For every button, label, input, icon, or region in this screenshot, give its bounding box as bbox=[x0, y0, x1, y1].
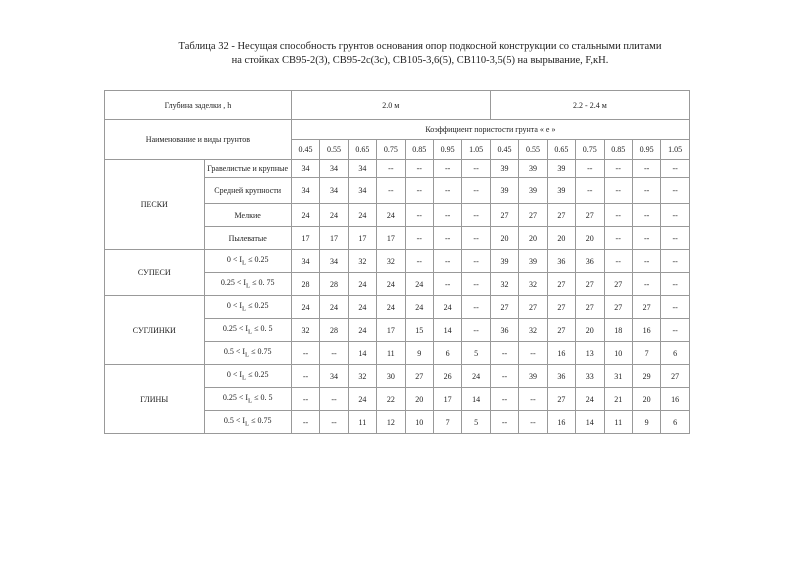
cell-value: 30 bbox=[377, 365, 405, 388]
coef-value: 0.65 bbox=[547, 140, 575, 160]
cell-value: -- bbox=[462, 296, 490, 319]
cell-value: 24 bbox=[320, 204, 348, 227]
coef-value: 0.45 bbox=[490, 140, 518, 160]
cell-value: 13 bbox=[576, 342, 604, 365]
cell-value: 6 bbox=[661, 411, 690, 434]
cell-value: 24 bbox=[291, 204, 319, 227]
soil-group-name: СУГЛИНКИ bbox=[105, 296, 205, 365]
cell-value: -- bbox=[490, 365, 518, 388]
cell-value: 36 bbox=[547, 250, 575, 273]
coef-value: 0.85 bbox=[405, 140, 433, 160]
cell-value: -- bbox=[405, 227, 433, 250]
coef-value: 1.05 bbox=[661, 140, 690, 160]
cell-value: 6 bbox=[661, 342, 690, 365]
depth-1: 2.0 м bbox=[291, 91, 490, 120]
cell-value: 6 bbox=[433, 342, 461, 365]
cell-value: 20 bbox=[576, 227, 604, 250]
table-row bbox=[105, 365, 690, 388]
cell-value: 24 bbox=[348, 388, 376, 411]
cell-value: 9 bbox=[405, 342, 433, 365]
cell-value: 17 bbox=[433, 388, 461, 411]
cell-value: 24 bbox=[405, 296, 433, 319]
cell-value: 39 bbox=[519, 365, 547, 388]
cell-value: 39 bbox=[490, 160, 518, 178]
cell-value: 24 bbox=[462, 365, 490, 388]
cell-value: 14 bbox=[433, 319, 461, 342]
cell-value: -- bbox=[320, 411, 348, 434]
cell-value: -- bbox=[405, 250, 433, 273]
cell-value: 27 bbox=[604, 273, 632, 296]
cell-value: 11 bbox=[604, 411, 632, 434]
cell-value: 24 bbox=[405, 273, 433, 296]
cell-value: 27 bbox=[576, 273, 604, 296]
coef-value: 0.75 bbox=[377, 140, 405, 160]
cell-value: 10 bbox=[604, 342, 632, 365]
cell-value: -- bbox=[632, 160, 660, 178]
cell-value: -- bbox=[632, 227, 660, 250]
cell-value: 39 bbox=[490, 178, 518, 204]
cell-value: 27 bbox=[547, 296, 575, 319]
cell-value: 20 bbox=[490, 227, 518, 250]
cell-value: -- bbox=[519, 342, 547, 365]
cell-value: 14 bbox=[348, 342, 376, 365]
soil-subtype: $0.25 < I_L \le 0$. 5 bbox=[204, 319, 291, 342]
cell-value: 34 bbox=[348, 178, 376, 204]
coef-value: 0.55 bbox=[519, 140, 547, 160]
cell-value: 10 bbox=[405, 411, 433, 434]
cell-value: 5 bbox=[462, 342, 490, 365]
cell-value: 27 bbox=[661, 365, 690, 388]
cell-value: 14 bbox=[462, 388, 490, 411]
cell-value: 39 bbox=[490, 250, 518, 273]
depth-label: Глубина заделки , h bbox=[105, 91, 292, 120]
cell-value: 34 bbox=[291, 160, 319, 178]
soil-subtype: Средней крупности bbox=[204, 178, 291, 204]
cell-value: 28 bbox=[320, 273, 348, 296]
cell-value: 24 bbox=[348, 296, 376, 319]
cell-value: 27 bbox=[547, 204, 575, 227]
cell-value: 28 bbox=[320, 319, 348, 342]
soil-subtype: Мелкие bbox=[204, 204, 291, 227]
cell-value: -- bbox=[462, 160, 490, 178]
caption-line-2: на стойках СВ95-2(3), СВ95-2с(3с), СВ105-3,6(5), СВ110-3,5(5) на вырывание, F,кН. bbox=[231, 55, 609, 66]
cell-value: 17 bbox=[291, 227, 319, 250]
cell-value: 39 bbox=[519, 178, 547, 204]
cell-value: 17 bbox=[377, 227, 405, 250]
bearing-capacity-table bbox=[104, 90, 690, 434]
cell-value: 15 bbox=[405, 319, 433, 342]
soil-subtype: Гравелистые и крупные bbox=[204, 160, 291, 178]
cell-value: 7 bbox=[433, 411, 461, 434]
cell-value: 29 bbox=[632, 365, 660, 388]
cell-value: -- bbox=[377, 178, 405, 204]
cell-value: 16 bbox=[547, 342, 575, 365]
cell-value: 16 bbox=[661, 388, 690, 411]
cell-value: 5 bbox=[462, 411, 490, 434]
cell-value: -- bbox=[490, 411, 518, 434]
cell-value: -- bbox=[291, 411, 319, 434]
cell-value: -- bbox=[405, 178, 433, 204]
cell-value: -- bbox=[661, 250, 690, 273]
cell-value: -- bbox=[604, 250, 632, 273]
cell-value: -- bbox=[632, 273, 660, 296]
cell-value: -- bbox=[576, 160, 604, 178]
coef-value: 0.45 bbox=[291, 140, 319, 160]
cell-value: 34 bbox=[348, 160, 376, 178]
soil-subtype: $0 < I_L \le 0.25$ bbox=[204, 250, 291, 273]
soil-subtype: $0.25 < I_L \le 0$. 75 bbox=[204, 273, 291, 296]
cell-value: 26 bbox=[433, 365, 461, 388]
cell-value: -- bbox=[462, 273, 490, 296]
cell-value: 24 bbox=[433, 296, 461, 319]
cell-value: 20 bbox=[547, 227, 575, 250]
cell-value: 32 bbox=[490, 273, 518, 296]
cell-value: 39 bbox=[519, 250, 547, 273]
cell-value: -- bbox=[320, 342, 348, 365]
cell-value: 12 bbox=[377, 411, 405, 434]
soil-subtype: $0.5 < I_L \le 0.75$ bbox=[204, 411, 291, 434]
cell-value: -- bbox=[661, 178, 690, 204]
cell-value: -- bbox=[320, 388, 348, 411]
cell-value: 27 bbox=[547, 319, 575, 342]
cell-value: 28 bbox=[291, 273, 319, 296]
cell-value: 32 bbox=[348, 250, 376, 273]
cell-value: 24 bbox=[320, 296, 348, 319]
cell-value: 27 bbox=[576, 296, 604, 319]
cell-value: 20 bbox=[519, 227, 547, 250]
cell-value: 16 bbox=[632, 319, 660, 342]
cell-value: 34 bbox=[320, 178, 348, 204]
cell-value: 16 bbox=[547, 411, 575, 434]
soil-group-name: СУПЕСИ bbox=[105, 250, 205, 296]
coef-value: 0.55 bbox=[320, 140, 348, 160]
cell-value: 36 bbox=[547, 365, 575, 388]
table-caption bbox=[140, 40, 700, 68]
cell-value: -- bbox=[462, 178, 490, 204]
cell-value: 39 bbox=[547, 160, 575, 178]
cell-value: -- bbox=[519, 388, 547, 411]
cell-value: -- bbox=[291, 388, 319, 411]
cell-value: 27 bbox=[547, 273, 575, 296]
cell-value: 27 bbox=[519, 296, 547, 319]
cell-value: 34 bbox=[291, 178, 319, 204]
cell-value: 11 bbox=[348, 411, 376, 434]
cell-value: 39 bbox=[547, 178, 575, 204]
cell-value: 36 bbox=[490, 319, 518, 342]
cell-value: 17 bbox=[377, 319, 405, 342]
cell-value: -- bbox=[519, 411, 547, 434]
cell-value: 24 bbox=[576, 388, 604, 411]
cell-value: 24 bbox=[348, 319, 376, 342]
cell-value: -- bbox=[661, 204, 690, 227]
soil-name-label: Наименование и виды грунтов bbox=[105, 120, 292, 160]
cell-value: -- bbox=[433, 227, 461, 250]
cell-value: -- bbox=[377, 160, 405, 178]
cell-value: 33 bbox=[576, 365, 604, 388]
cell-value: 32 bbox=[348, 365, 376, 388]
cell-value: 34 bbox=[320, 250, 348, 273]
caption-line-1: Таблица 32 - Несущая способность грунтов основания опор подкосной конструкции со стальными плитами bbox=[178, 41, 662, 52]
cell-value: 31 bbox=[604, 365, 632, 388]
cell-value: 27 bbox=[547, 388, 575, 411]
cell-value: 24 bbox=[377, 273, 405, 296]
cell-value: 27 bbox=[576, 204, 604, 227]
cell-value: -- bbox=[661, 296, 690, 319]
cell-value: 24 bbox=[291, 296, 319, 319]
cell-value: -- bbox=[462, 204, 490, 227]
cell-value: 11 bbox=[377, 342, 405, 365]
cell-value: -- bbox=[661, 319, 690, 342]
cell-value: 20 bbox=[405, 388, 433, 411]
soil-group-name: ПЕСКИ bbox=[105, 160, 205, 250]
cell-value: -- bbox=[604, 178, 632, 204]
cell-value: 17 bbox=[320, 227, 348, 250]
cell-value: -- bbox=[433, 273, 461, 296]
cell-value: -- bbox=[604, 160, 632, 178]
cell-value: 20 bbox=[576, 319, 604, 342]
cell-value: 27 bbox=[632, 296, 660, 319]
cell-value: 34 bbox=[320, 160, 348, 178]
cell-value: 27 bbox=[490, 296, 518, 319]
cell-value: -- bbox=[490, 342, 518, 365]
cell-value: 32 bbox=[519, 273, 547, 296]
cell-value: -- bbox=[433, 160, 461, 178]
coef-label: Коэффициент пористости грунта « е » bbox=[291, 120, 689, 140]
cell-value: -- bbox=[433, 178, 461, 204]
cell-value: -- bbox=[405, 204, 433, 227]
cell-value: -- bbox=[576, 178, 604, 204]
cell-value: 24 bbox=[377, 204, 405, 227]
cell-value: -- bbox=[433, 250, 461, 273]
cell-value: -- bbox=[291, 365, 319, 388]
cell-value: 39 bbox=[519, 160, 547, 178]
coef-value: 1.05 bbox=[462, 140, 490, 160]
cell-value: 18 bbox=[604, 319, 632, 342]
coef-value: 0.75 bbox=[576, 140, 604, 160]
cell-value: -- bbox=[462, 227, 490, 250]
coef-value: 0.95 bbox=[433, 140, 461, 160]
cell-value: 27 bbox=[405, 365, 433, 388]
header-row-coef bbox=[105, 120, 690, 140]
cell-value: -- bbox=[405, 160, 433, 178]
cell-value: 34 bbox=[291, 250, 319, 273]
cell-value: -- bbox=[490, 388, 518, 411]
cell-value: 32 bbox=[377, 250, 405, 273]
depth-2: 2.2 - 2.4 м bbox=[490, 91, 689, 120]
soil-subtype: Пылеватые bbox=[204, 227, 291, 250]
header-row-depth bbox=[105, 91, 690, 120]
cell-value: -- bbox=[462, 319, 490, 342]
cell-value: -- bbox=[661, 160, 690, 178]
cell-value: -- bbox=[604, 227, 632, 250]
cell-value: 27 bbox=[519, 204, 547, 227]
cell-value: 20 bbox=[632, 388, 660, 411]
cell-value: -- bbox=[661, 227, 690, 250]
table-row bbox=[105, 296, 690, 319]
cell-value: 22 bbox=[377, 388, 405, 411]
table-row bbox=[105, 250, 690, 273]
cell-value: 36 bbox=[576, 250, 604, 273]
cell-value: 34 bbox=[320, 365, 348, 388]
cell-value: -- bbox=[291, 342, 319, 365]
cell-value: -- bbox=[661, 273, 690, 296]
cell-value: -- bbox=[604, 204, 632, 227]
cell-value: 27 bbox=[490, 204, 518, 227]
cell-value: 9 bbox=[632, 411, 660, 434]
cell-value: 32 bbox=[519, 319, 547, 342]
coef-value: 0.95 bbox=[632, 140, 660, 160]
cell-value: 7 bbox=[632, 342, 660, 365]
cell-value: 24 bbox=[377, 296, 405, 319]
cell-value: -- bbox=[632, 204, 660, 227]
cell-value: 17 bbox=[348, 227, 376, 250]
cell-value: 32 bbox=[291, 319, 319, 342]
coef-value: 0.85 bbox=[604, 140, 632, 160]
cell-value: 24 bbox=[348, 204, 376, 227]
soil-subtype: $0 < I_L \le 0.25$ bbox=[204, 365, 291, 388]
cell-value: 14 bbox=[576, 411, 604, 434]
cell-value: -- bbox=[462, 250, 490, 273]
soil-group-name: ГЛИНЫ bbox=[105, 365, 205, 434]
soil-subtype: $0 < I_L \le 0.25$ bbox=[204, 296, 291, 319]
cell-value: 27 bbox=[604, 296, 632, 319]
soil-subtype: $0.25 < I_L \le 0$. 5 bbox=[204, 388, 291, 411]
cell-value: -- bbox=[433, 204, 461, 227]
coef-value: 0.65 bbox=[348, 140, 376, 160]
soil-subtype: $0.5 < I_L \le 0.75$ bbox=[204, 342, 291, 365]
cell-value: -- bbox=[632, 178, 660, 204]
cell-value: -- bbox=[632, 250, 660, 273]
cell-value: 24 bbox=[348, 273, 376, 296]
cell-value: 21 bbox=[604, 388, 632, 411]
table-row bbox=[105, 160, 690, 178]
